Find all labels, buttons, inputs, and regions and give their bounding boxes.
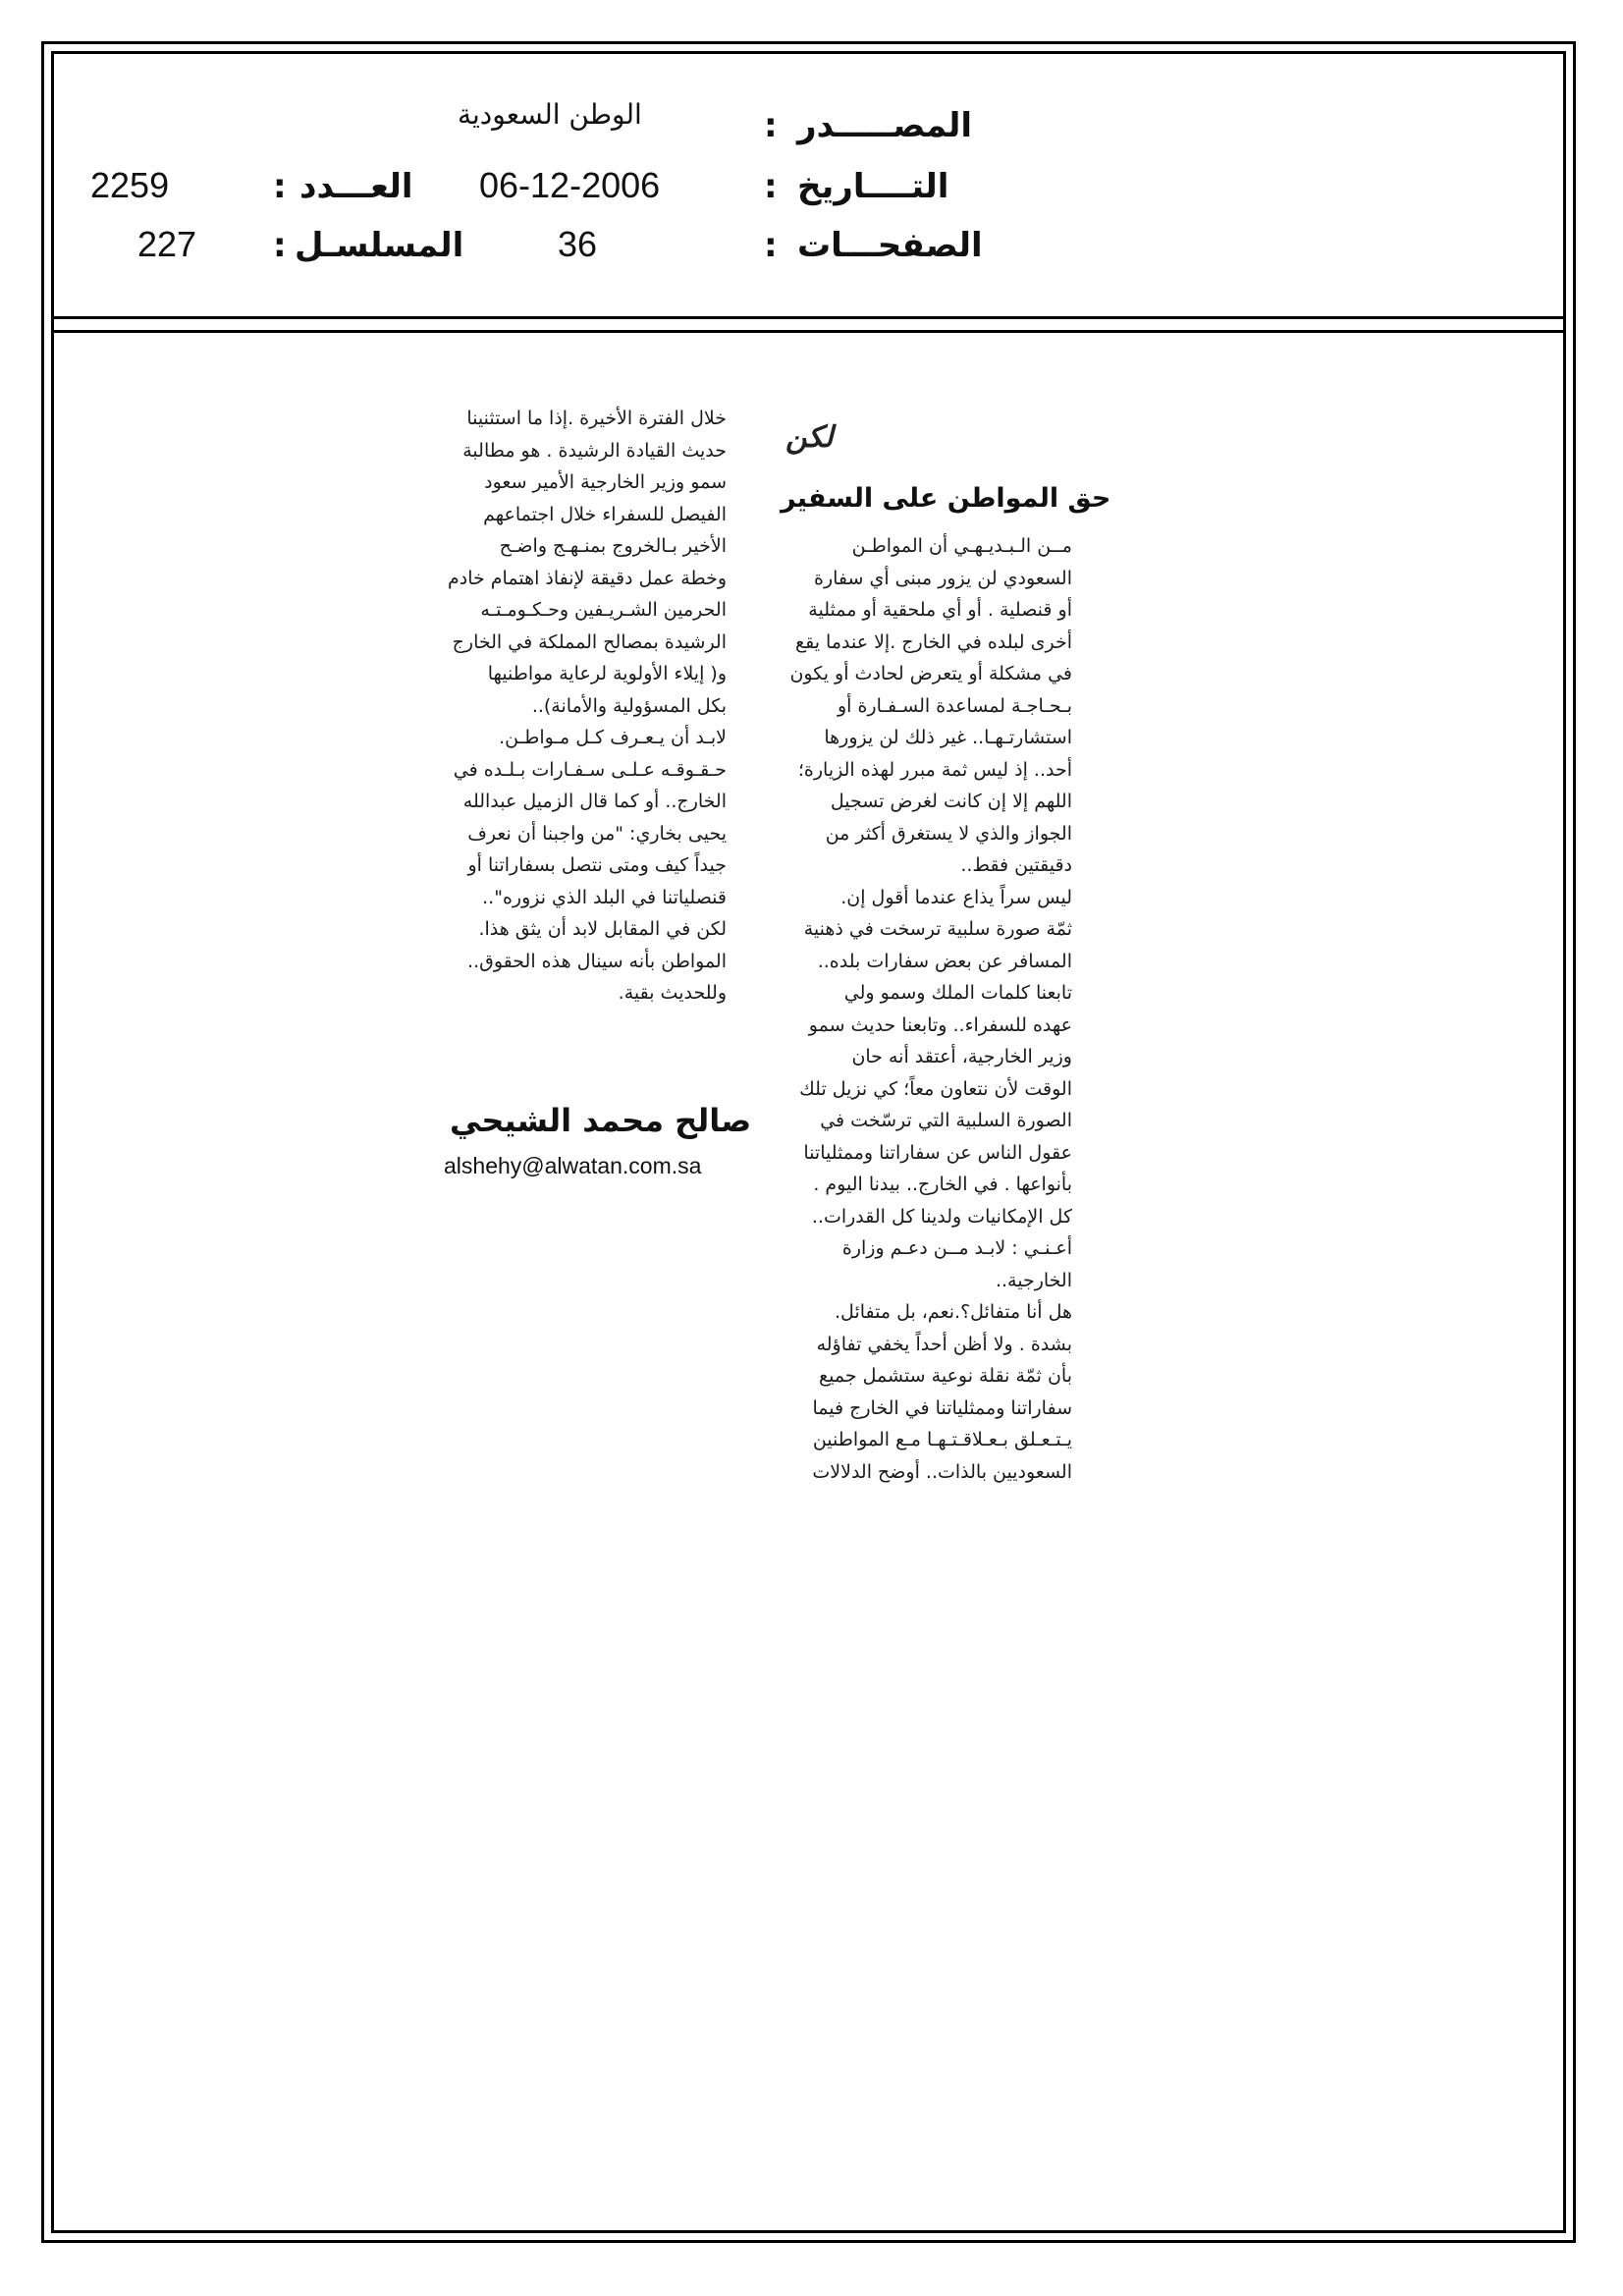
article-line: تابعنا كلمات الملك وسمو ولي [843,982,1072,1004]
article-line: الصورة السلبية التي ترسّخت في [820,1110,1072,1131]
article-line: ثمّة صورة سلبية ترسخت في ذهنية [803,918,1072,940]
date-colon: : [764,167,778,206]
article-line: أخرى لبلده في الخارج .إلا عندما يقع [794,630,1072,653]
article-line: دقيقتين فقط.. [960,854,1072,876]
article-line: عهده للسفراء.. وتابعنا حديث سمو [808,1013,1072,1036]
article-line: و( إيلاء الأولوية لرعاية مواطنيها [487,663,727,684]
article-line: المسافر عن بعض سفارات بلده.. [817,950,1072,972]
article-line: أو قنصلية . أو أي ملحقية أو ممثلية [808,599,1072,621]
issue-value: 2259 [90,165,170,205]
serial-value: 227 [137,224,197,264]
article-line: في مشكلة أو يتعرض لحادث أو يكون [789,663,1072,684]
article-line: جيداً كيف ومتى نتصل بسفاراتنا أو [467,854,727,876]
article-line: بأن ثمّة نقلة نوعية ستشمل جميع [819,1365,1072,1387]
article-line: أحد.. إذ ليس ثمة مبرر لهذه الزيارة؛ [797,758,1072,781]
article-line: بكل المسؤولية والأمانة).. [531,694,727,717]
article-line: الخارجية.. [995,1269,1072,1291]
article-line: الوقت لأن نتعاون معاً؛ كي نزيل تلك [799,1077,1072,1100]
article-line: عقول الناس عن سفاراتنا وممثلياتنا [803,1141,1072,1164]
article-headline: حق المواطن على السفير [781,483,1111,514]
header-divider-top [51,316,1566,319]
article-line: حـقـوقـه عـلـى سـفـارات بـلـده في [453,758,727,781]
article-line: المواطن بأنه سينال هذه الحقوق.. [467,950,727,972]
article-line: يحيى بخاري: "من واجبنا أن نعرف [467,822,727,845]
pages-value: 36 [558,224,598,264]
article-line: بأنواعها . في الخارج.. بيدنا اليوم . [813,1174,1072,1195]
article-line: الحرمين الشـريـفين وحـكـومـتـه [480,599,727,621]
article-line: سمو وزير الخارجية الأمير سعود [484,471,727,493]
date-label: التــــاريخ [797,167,949,206]
source-colon: : [764,106,778,145]
article-line: بـحـاجـة لمساعدة السـفـارة أو [837,694,1072,717]
article-line: الخارج.. أو كما قال الزميل عبدالله [462,791,727,812]
article-line: سفاراتنا وممثلياتنا في الخارج فيما [812,1396,1072,1419]
article-line: وخطة عمل دقيقة لإنفاذ اهتمام خادم [448,567,727,589]
article-line: الرشيدة بمصالح المملكة في الخارج [452,630,727,653]
article-line: السعوديين بالذات.. أوضح الدلالات [812,1460,1072,1483]
article-line: يـتـعـلق بـعـلاقـتـهـا مـع المواطنين [812,1429,1072,1450]
header-divider-bottom [51,330,1566,333]
article-line: استشارتـهـا.. غير ذلك لن يزورها [824,727,1072,748]
article-line: لابـد أن يـعـرف كـل مـواطـن. [499,727,727,748]
source-value: الوطن السعودية [458,98,642,131]
article-line: كل الإمكانيات ولدينا كل القدرات.. [811,1205,1072,1228]
article-line: وزير الخارجية، أعتقد أنه حان [851,1046,1072,1067]
article-line: حديث القيادة الرشيدة . هو مطالبة [462,439,727,462]
article-line: السعودي لن يزور مبنى أي سفارة [814,567,1072,589]
article-line: مــن الـبـديـهـي أن المواطـن [851,535,1072,557]
article-line: أعـنـي : لابـد مــن دعـم وزارة [841,1237,1072,1259]
date-value: 06-12-2006 [479,165,661,205]
article-line: الفيصل للسفراء خلال اجتماعهم [483,503,727,525]
article-line: وللحديث بقية. [618,982,727,1004]
article-line: هل أنا متفائل؟.نعم، بل متفائل. [835,1301,1072,1323]
issue-label: العـــدد [299,167,413,206]
serial-colon: : [273,226,287,265]
serial-label: المسلسـل [295,226,464,265]
source-label: المصـــــدر [797,106,973,145]
author-email: alshehy@alwatan.com.sa [444,1153,702,1178]
article-column-left [432,403,727,1010]
article-line: خلال الفترة الأخيرة .إذا ما استثنينا [466,408,727,429]
article-line: بشدة . ولا أظن أحداً يخفي تفاؤله [816,1333,1072,1355]
pages-colon: : [764,226,778,265]
article-line: الأخير بـالخروج بمنـهـج واضـح [499,535,727,557]
article-column-right [756,530,1072,1488]
article-kicker: لكن [785,420,834,455]
article-signature: صالح محمد الشيحي [450,1102,752,1139]
issue-colon: : [273,167,287,206]
pages-label: الصفحـــات [797,226,983,265]
article-line: ليس سراً يذاع عندما أقول إن. [840,886,1072,908]
article-line: لكن في المقابل لابد أن يثق هذا. [478,918,727,940]
article-line: قنصلياتنا في البلد الذي نزوره".. [482,886,727,908]
article-line: الجواز والذي لا يستغرق أكثر من [825,822,1072,845]
article-line: اللهم إلا إن كانت لغرض تسجيل [830,791,1072,812]
